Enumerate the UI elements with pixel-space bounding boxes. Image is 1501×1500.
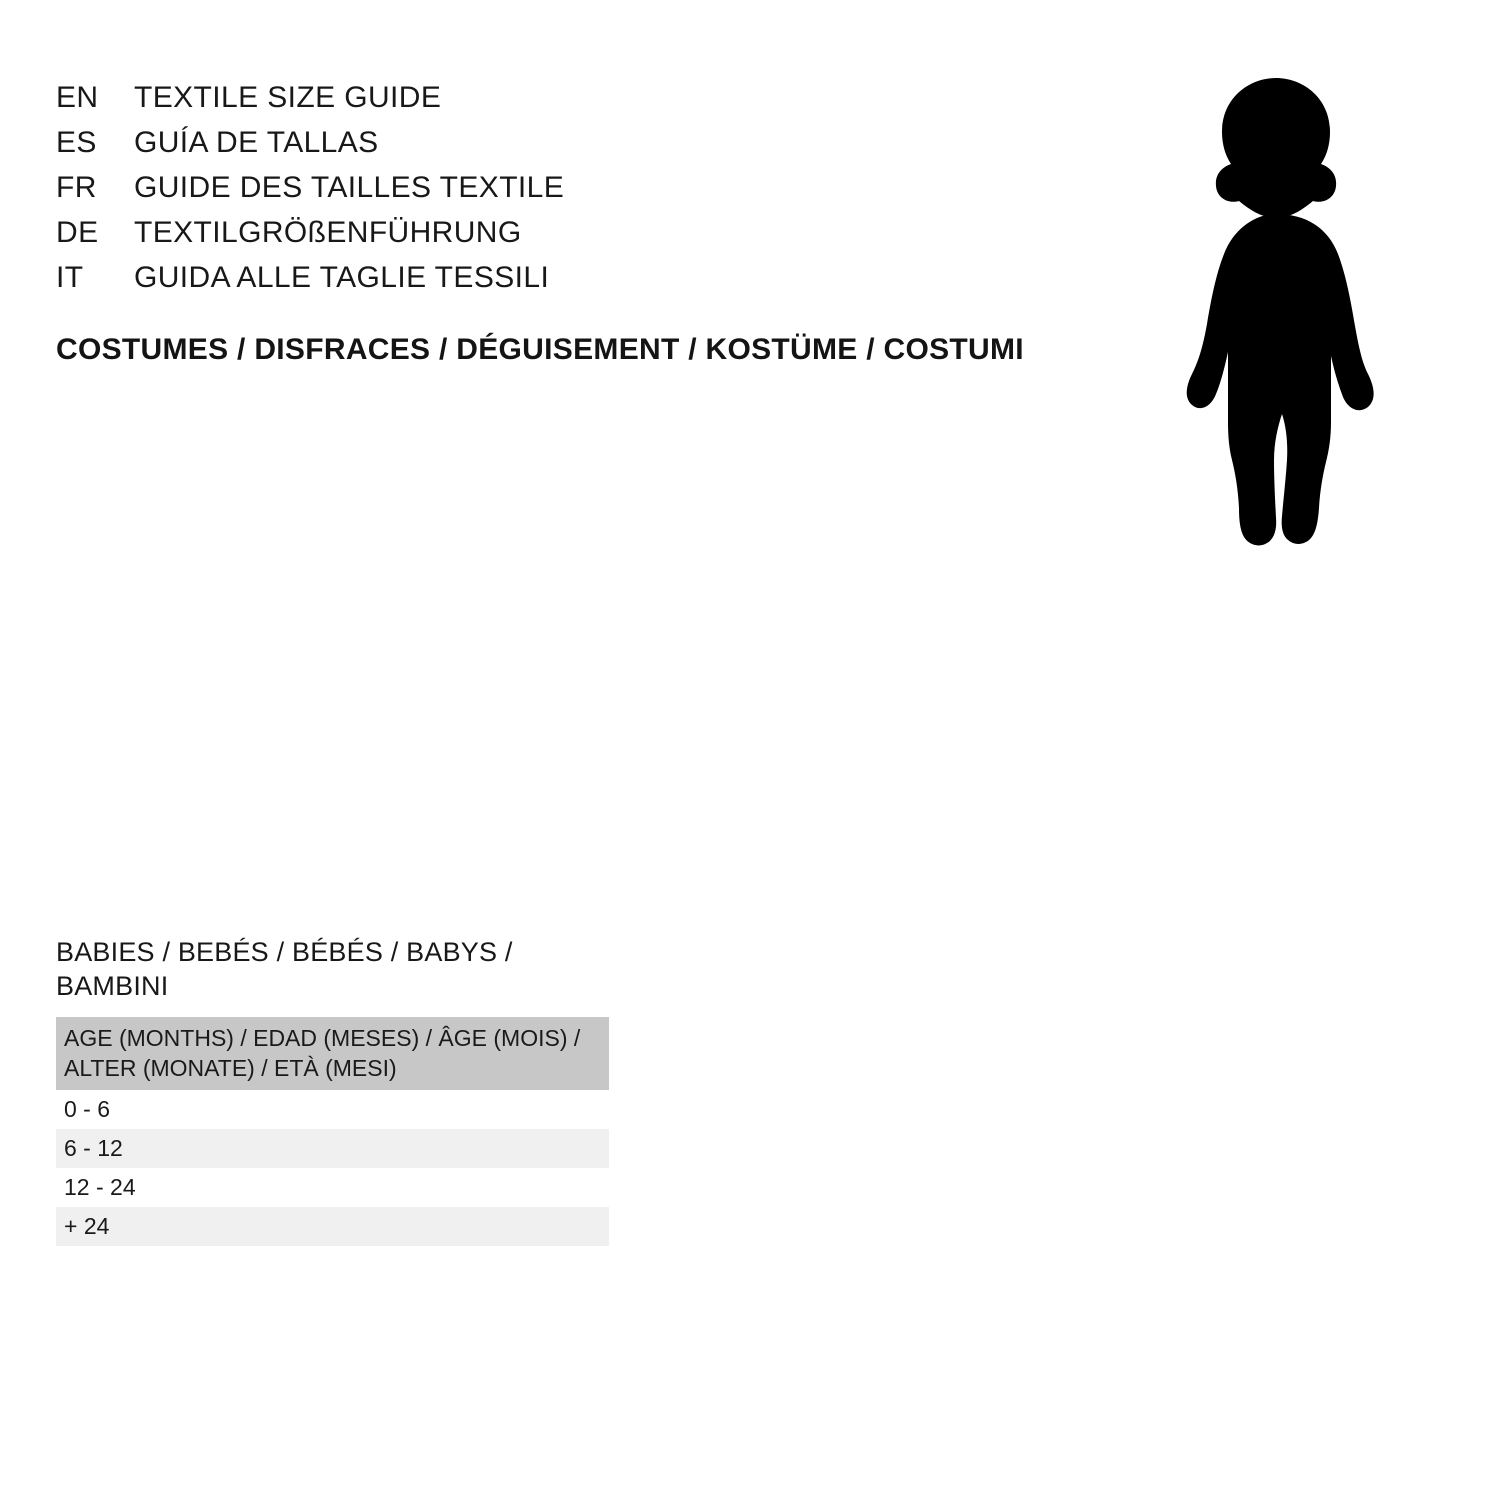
language-text-fr: GUIDE DES TAILLES TEXTILE: [134, 171, 565, 204]
language-row-fr: [56, 165, 1056, 210]
language-row-en: [56, 75, 1056, 120]
toddler-silhouette-icon: [1110, 70, 1440, 550]
column-header-age: AGE (MONTHS) / EDAD (MESES) / ÂGE (MOIS) / ALTER (MONATE) / ETÀ (MESI): [56, 1017, 609, 1090]
size-table: [56, 1017, 609, 1246]
cell-age-range: 12 - 24: [56, 1168, 609, 1207]
language-text-en: TEXTILE SIZE GUIDE: [134, 81, 442, 114]
size-table-caption: BABIES / BEBÉS / BÉBÉS / BABYS / BAMBINI: [56, 937, 513, 1001]
table-header-row: [56, 1017, 609, 1090]
language-code-it: IT: [56, 261, 84, 294]
language-row-it: [56, 255, 1056, 300]
language-code-es: ES: [56, 126, 97, 159]
language-row-es: [56, 120, 1056, 165]
language-code-en: EN: [56, 81, 99, 114]
table-row: [56, 1090, 609, 1129]
category-title: COSTUMES / DISFRACES / DÉGUISEMENT / KOSTÜME / COSTUMI: [56, 333, 1024, 366]
cell-age-range: 0 - 6: [56, 1090, 609, 1129]
table-row: [56, 1168, 609, 1207]
table-row: [56, 1207, 609, 1246]
size-table-section: [56, 935, 616, 1246]
language-text-it: GUIDA ALLE TAGLIE TESSILI: [134, 261, 550, 294]
language-list: [56, 75, 1056, 300]
table-row: [56, 1129, 609, 1168]
language-row-de: [56, 210, 1056, 255]
language-text-es: GUÍA DE TALLAS: [134, 126, 379, 159]
cell-age-range: + 24: [56, 1207, 609, 1246]
language-code-fr: FR: [56, 171, 97, 204]
cell-age-range: 6 - 12: [56, 1129, 609, 1168]
language-text-de: TEXTILGRÖßENFÜHRUNG: [134, 216, 522, 249]
language-code-de: DE: [56, 216, 99, 249]
